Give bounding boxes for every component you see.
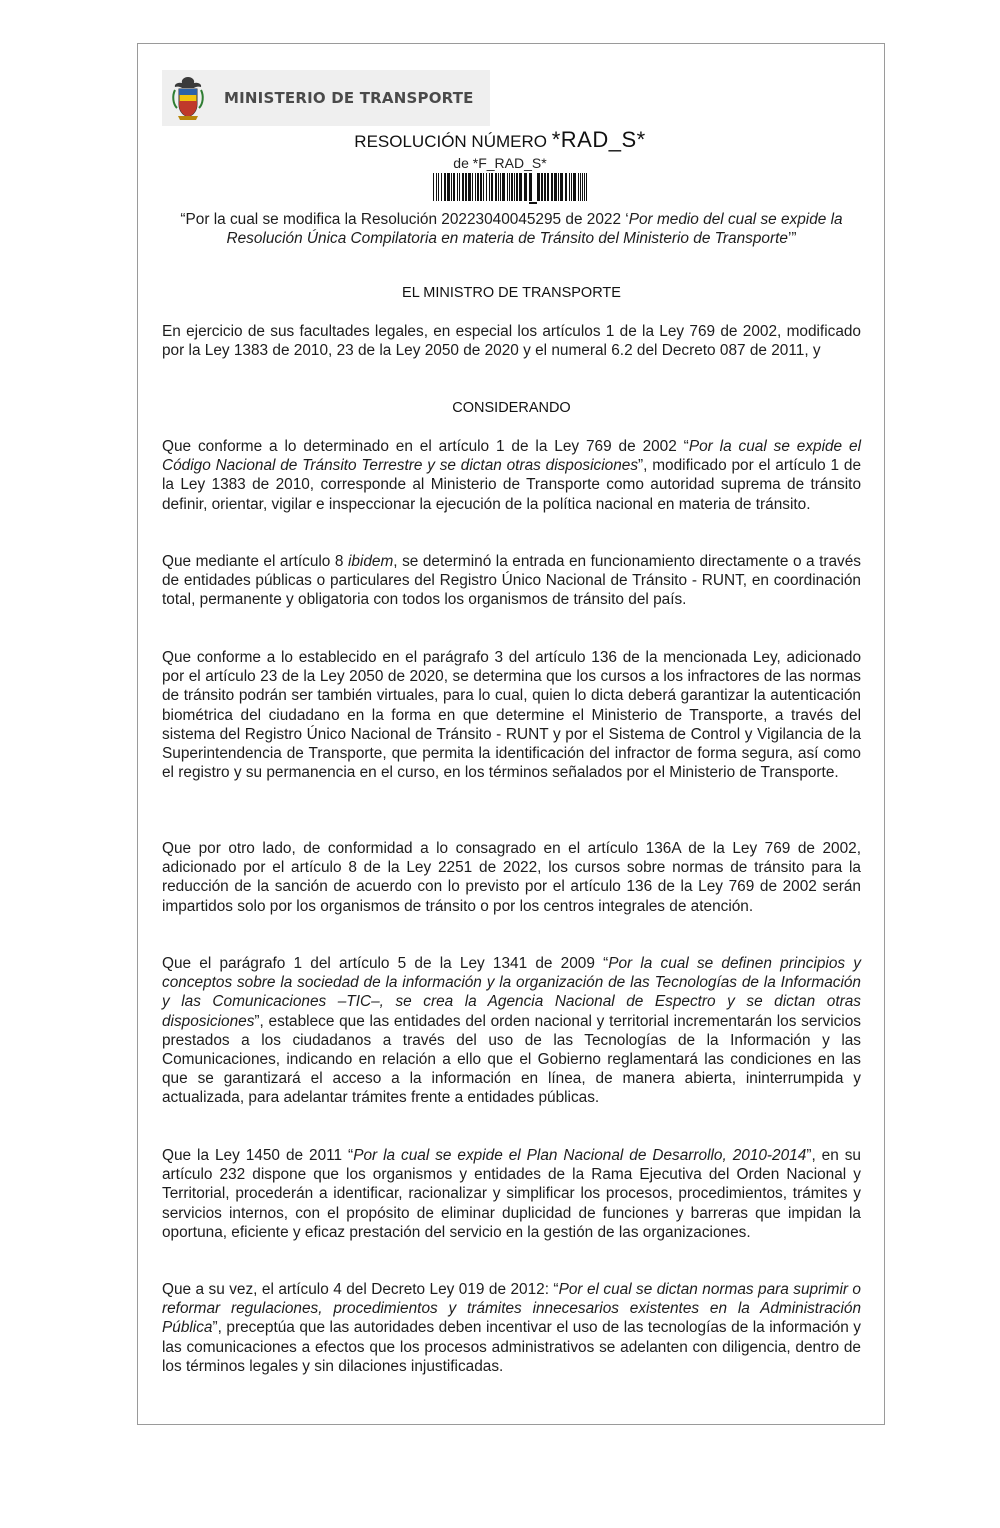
paragraph-italic: ibidem <box>347 553 394 570</box>
resolution-subject <box>162 210 861 248</box>
paragraph-1 <box>162 437 861 514</box>
resolution-date: de *F_RAD_S* <box>453 155 547 171</box>
paragraph-5 <box>162 954 861 1108</box>
paragraph-4: Que por otro lado, de conformidad a lo consagrado en el artículo 136A de la Ley 769 de 2002, adicionado por el artículo 8 de la Ley 2251 de 2022, los cursos sobre normas de tránsito para la reducción de la sanción de acuerdo con lo previsto por el artículo 136 de la Ley 769 de 2002 serán impartidos solo por los organismos de tránsito o por los centros integrales de atención. <box>162 840 861 915</box>
paragraph-text: ”, preceptúa que las autoridades deben incentivar el uso de las tecnologías de la información y las comunicaciones a efectos que los procesos administrativos se adelanten con diligencia, dentro de los términos legales y sin dilaciones injustificadas. <box>162 1319 861 1375</box>
paragraph-italic: Por la cual se definen principios y conceptos sobre la sociedad de la información y la organización de las Tecnologías de la Información y las Comunicaciones –TIC–, se crea la Agencia Nacional de Espectro y se dictan otras disposiciones <box>162 955 861 1030</box>
paragraph-text: Que mediante el artículo 8 <box>162 553 348 570</box>
resolution-title <box>0 127 1000 153</box>
subject-tail: ’” <box>787 230 797 248</box>
considerando-heading: CONSIDERANDO <box>452 400 571 416</box>
ministry-name: MINISTERIO DE TRANSPORTE <box>224 89 474 107</box>
paragraph-text: Que a su vez, el artículo 4 del Decreto Ley 019 de 2012: “ <box>162 1281 559 1298</box>
ministry-header <box>162 70 490 126</box>
paragraph-2 <box>162 552 861 610</box>
colombia-coat-of-arms-icon <box>168 74 208 122</box>
resolution-title-prefix: RESOLUCIÓN NÚMERO <box>354 132 547 151</box>
paragraph-italic: Por la cual se expide el Plan Nacional de Desarrollo, 2010-2014 <box>353 1147 807 1164</box>
subject-lead: “Por la cual se modifica la Resolución 20223040045295 de 2022 ‘ <box>180 211 629 228</box>
paragraph-text: ”, en su artículo 232 dispone que los organismos y entidades de la Rama Ejecutiva del Orden Nacional y Territorial, procederán a identificar, racionalizar y simplificar los procesos, procedimientos, trámites y servicios internos, con el propósito de eliminar duplicidad de funciones y barreras que impidan la oportuna, eficiente y eficaz prestación del servicio en la gestión de las organizaciones. <box>162 1147 861 1241</box>
paragraph-7 <box>162 1280 861 1376</box>
intro-paragraph: En ejercicio de sus facultades legales, en especial los artículos 1 de la Ley 769 de 2002, modificado por la Ley 1383 de 2010, 23 de la Ley 2050 de 2020 y el numeral 6.2 del Decreto 087 de 2011, y <box>162 323 861 360</box>
paragraph-italic: Por la cual se expide el Código Nacional de Tránsito Terrestre y se dictan otras disposiciones <box>162 438 861 475</box>
resolution-number: *RAD_S* <box>551 127 646 152</box>
paragraph-text: , se determinó la entrada en funcionamiento directamente o a través de entidades públicas o particulares del Registro Único Nacional de Tránsito - RUNT, en coordinación total, permanente y obligatoria con todos los organismos de tránsito del país. <box>162 553 861 609</box>
paragraph-text: Que conforme a lo determinado en el artículo 1 de la Ley 769 de 2002 “ <box>162 438 689 455</box>
paragraph-3: Que conforme a lo establecido en el parágrafo 3 del artículo 136 de la mencionada Ley, adicionado por el artículo 23 de la Ley 2050 de 2020, se determina que los cursos a los infractores de las normas de tránsito podrán ser también virtuales, para lo cual, quien lo dicta deberá garantizar la autenticación biométrica del ciudadano en la forma en que determine el Ministerio de Transporte, a través del sistema del Registro Único Nacional de Tránsito - RUNT y por el Sistema de Control y Vigilancia de la Superintendencia de Transporte, que permita la identificación del infractor de forma segura, así como el registro y su permanencia en el curso, en los términos señalados por el Ministerio de Transporte. <box>162 649 861 782</box>
paragraph-6 <box>162 1146 861 1242</box>
paragraph-text: ”, modificado por el artículo 1 de la Ley 1383 de 2010, corresponde al Ministerio de Transporte como autoridad suprema de tránsito definir, orientar, vigilar e inspeccionar la ejecución de la política nacional en materia de tránsito. <box>162 457 862 513</box>
subject-italic: Por medio del cual se expide la Resolución Única Compilatoria en materia de Tránsito del Ministerio de Transporte <box>226 211 843 248</box>
paragraph-text: Que el parágrafo 1 del artículo 5 de la Ley 1341 de 2009 “ <box>162 955 609 972</box>
paragraph-italic: Por el cual se dictan normas para suprimir o reformar regulaciones, procedimientos y trámites innecesarios existentes en la Administración Pública <box>162 1281 861 1337</box>
paragraph-text: ”, establece que las entidades del orden nacional y territorial incrementarán los servicios prestados a los ciudadanos a través del uso de las Tecnologías de la Información y las Comunicaciones, indicando en relación a ello que el Gobierno reglamentará las condiciones en las que se garantizará el acceso a la información en línea, de manera abierta, ininterrumpida y actualizada, para adelantar trámites frente a entidades públicas. <box>162 1012 861 1107</box>
barcode-icon <box>433 173 587 205</box>
paragraph-text: Que la Ley 1450 de 2011 “ <box>162 1147 354 1164</box>
authority-heading: EL MINISTRO DE TRANSPORTE <box>402 285 621 301</box>
